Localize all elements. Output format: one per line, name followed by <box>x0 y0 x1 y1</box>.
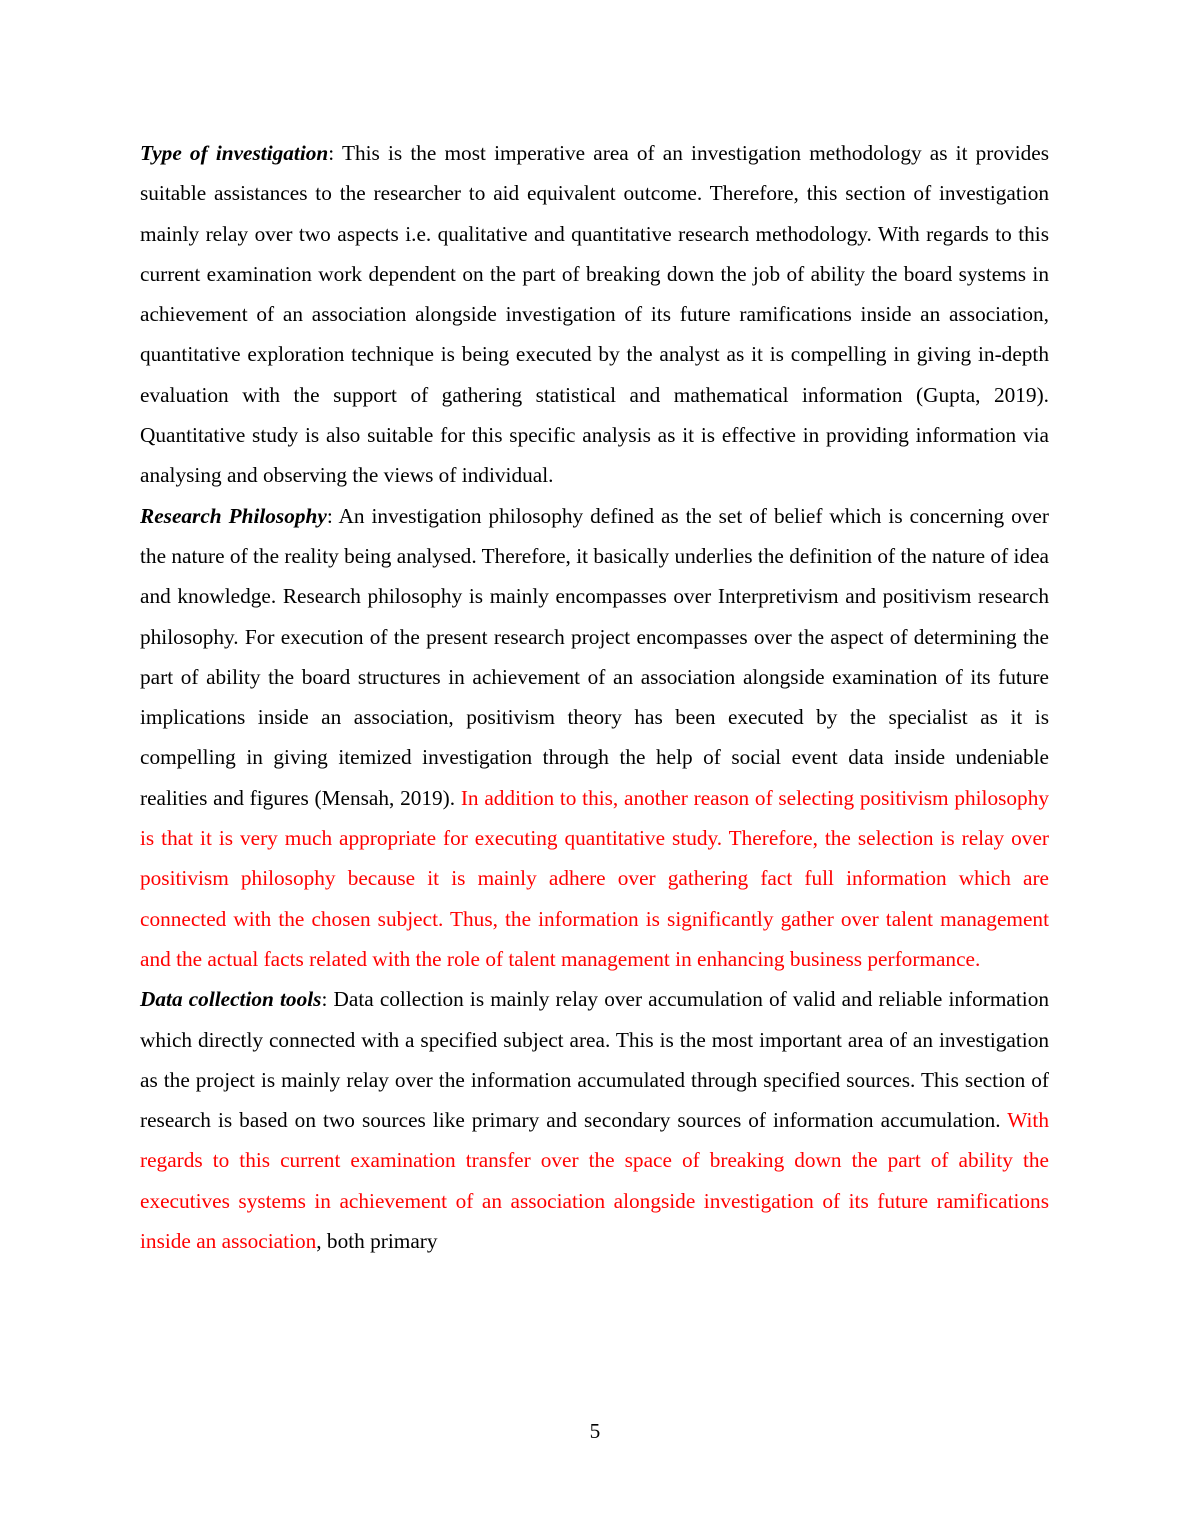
heading-colon: : <box>326 503 333 528</box>
paragraph-text: An investigation philosophy defined as the set of belief which is concerning over the nature of the reality being analysed. Therefore, it basically underlies the definition of the nature of idea and knowledge. Research philosophy is mainly encompasses over Interpretivism and positivism research philosophy. For execution of the present research project encompasses over the aspect of determining the part of ability the board structures in achievement of an association alongside examination of its future implications inside an association, positivism theory has been executed by the specialist as it is compelling in giving itemized investigation through the help of social event data inside undeniable realities and figures (Mensah, 2019). <box>140 503 1049 810</box>
paragraph-text: Data collection is mainly relay over accumulation of valid and reliable information which directly connected with a specified subject area. This is the most important area of an investigation as the project is mainly relay over the information accumulated through specified sources. This section of research is based on two sources like primary and secondary sources of information accumulation. <box>140 987 1049 1133</box>
page-body <box>140 133 1049 1261</box>
paragraph-tail-text: , both primary <box>316 1229 438 1254</box>
highlighted-text: With regards to this current examination transfer over the space of breaking down the part of ability the executives systems in achievement of an association alongside investigation of its future ramifications inside an association <box>140 1108 1049 1254</box>
section-heading: Research Philosophy <box>140 503 327 528</box>
highlighted-text: In addition to this, another reason of selecting positivism philosophy is that it is very much appropriate for executing quantitative study. Therefore, the selection is relay over positivism philosophy because it is mainly adhere over gathering fact full information which are connected with the chosen subject. Thus, the information is significantly gather over talent management and the actual facts related with the role of talent management in enhancing business performance. <box>140 785 1049 971</box>
paragraph-data-collection-tools <box>140 979 1049 1261</box>
section-heading: Type of investigation <box>140 141 329 165</box>
paragraph-text: This is the most imperative area of an investigation methodology as it provides suitable assistances to the researcher to aid equivalent outcome. Therefore, this section of investigation mainly relay over two aspects i.e. qualitative and quantitative research methodology. With regards to this current examination work dependent on the part of breaking down the job of ability the board systems in achievement of an association alongside investigation of its future ramifications inside an association, quantitative exploration technique is being executed by the analyst as it is compelling in giving in-depth evaluation with the support of gathering statistical and mathematical information (Gupta, 2019). Quantitative study is also suitable for this specific analysis as it is effective in providing information via analysing and observing the views of individual. <box>140 141 1049 488</box>
paragraph-research-philosophy <box>140 496 1049 980</box>
heading-colon: : <box>321 987 328 1012</box>
section-heading: Data collection tools <box>140 987 322 1012</box>
page-number: 5 <box>589 1419 601 1443</box>
heading-colon: : <box>328 141 335 165</box>
paragraph-type-of-investigation <box>140 133 1049 496</box>
